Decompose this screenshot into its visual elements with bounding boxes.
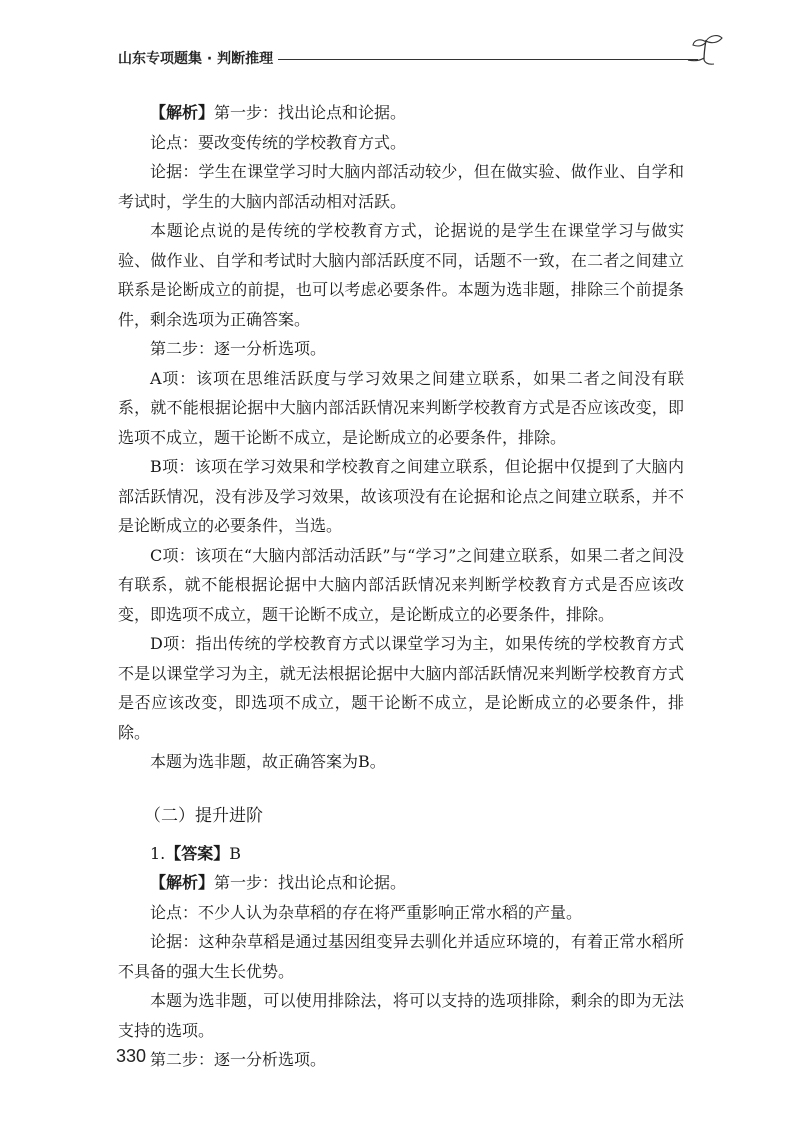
section2-argument: 论点：不少人认为杂草稻的存在将严重影响正常水稻的产量。 [150,902,583,922]
page-content [118,98,684,1075]
part1-explanation: 本题论点说的是传统的学校教育方式，论据说的是学生在课堂学习与做实验、做作业、自学和考试时大脑内部活跃度不同，话题不一致，在二者之间建立联系是论断成立的前提，也可以考虑必要条件。本题为选非题，排除三个前提条件，剩余选项为正确答案。 [118,221,684,329]
section2-step2: 第二步：逐一分析选项。 [150,1050,327,1069]
section-title: （二）提升进阶 [144,805,263,826]
part1-evidence: 论据：学生在课堂学习时大脑内部活动较少，但在做实验、做作业、自学和考试时，学生的大脑内部活动相对活跃。 [118,162,684,211]
answer-value: B [229,843,242,863]
question-number: 1. [150,843,166,863]
question-answer-line [118,839,684,869]
answer-label: 【答案】 [165,843,230,863]
part1-step1-paragraph: 【解析】第一步：找出论点和论据。 [150,103,407,122]
option-a-analysis: A项：该项在思维活跃度与学习效果之间建立联系，如果二者之间没有联系，就不能根据论据中大脑内部活跃情况来判断学校教育方式是否应该改变，即选项不成立，题干论断不成立，是论断成立的必要条件，排除。 [118,368,684,447]
sprout-icon [684,32,728,68]
page-number: 330 [116,1046,147,1066]
running-header [118,46,730,76]
analysis-label: 【解析】 [150,873,215,892]
section2-evidence: 论据：这种杂草稻是通过基因组变异去驯化并适应环境的，有着正常水稻所不具备的强大生长优势。 [118,932,684,981]
header-rule [278,59,698,60]
part1-argument: 论点：要改变传统的学校教育方式。 [150,132,407,152]
part1-conclusion: 本题为选非题，故正确答案为B。 [150,752,386,771]
header-title: 山东专项题集 · 判断推理 [118,51,274,67]
section2-explanation: 本题为选非题，可以使用排除法，将可以支持的选项排除，剩余的即为无法支持的选项。 [118,991,684,1040]
option-d-analysis: D项：指出传统的学校教育方式以课堂学习为主，如果传统的学校教育方式不是以课堂学习为主，就无法根据论据中大脑内部活跃情况来判断学校教育方式是否应该改变，即选项不成立，题干论断不成立，是论断成立的必要条件，排除。 [118,634,684,742]
option-b-analysis: B项：该项在学习效果和学校教育之间建立联系，但论据中仅提到了大脑内部活跃情况，没有涉及学习效果，故该项没有在论据和论点之间建立联系，并不是论断成立的必要条件，当选。 [118,457,684,535]
part1-step2: 第二步：逐一分析选项。 [150,339,327,358]
section2-step1-paragraph: 【解析】第一步：找出论点和论据。 [150,873,407,892]
analysis-label: 【解析】 [150,103,215,122]
option-c-analysis: C项：该项在“大脑内部活动活跃”与“学习”之间建立联系，如果二者之间没有联系，就不能根据论据中大脑内部活跃情况来判断学校教育方式是否应该改变，即选项不成立，题干论断不成立，是论断成立的必要条件，排除。 [118,545,684,624]
